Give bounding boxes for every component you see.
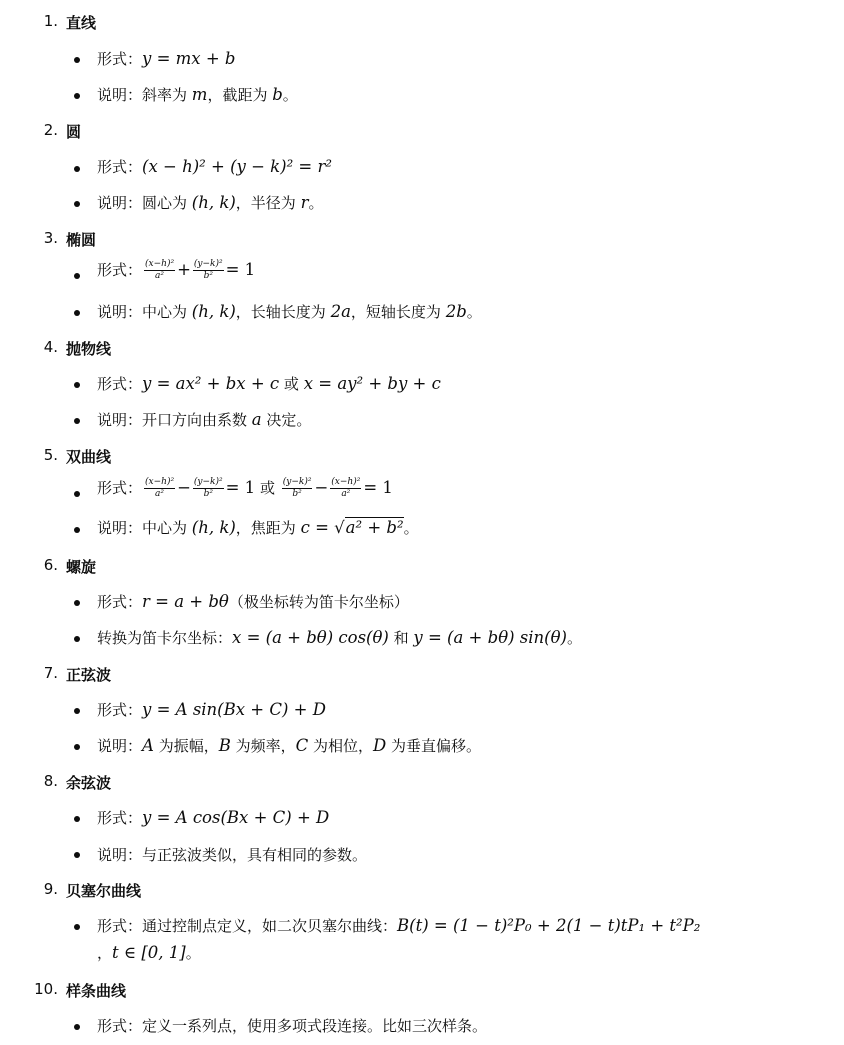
item-title: 双曲线 (66, 448, 112, 466)
bullet (74, 491, 80, 497)
item-title: 余弦波 (66, 774, 112, 792)
description-line: 说明：中心为 (h, k)，长轴长度为 2a，短轴长度为 2b。 (97, 302, 482, 321)
formula: y = mx + b (142, 49, 236, 68)
item-number: 2. (43, 121, 58, 139)
formula-line: 形式： $\frac{\text{(x−h)²}}{\text{a²}}$ − $\frac{\text{(y−k)²}}{\text{b²}}$ = 1 或 $\frac{\text{(y−k)²}}{\text{b²}}$ − $\frac{\text{(x−h)²}}{\text{a²}}$ = 1 (97, 477, 393, 499)
description-line: 说明：圆心为 (h, k)，半径为 r。 (97, 193, 324, 212)
description-line: 说明：与正弦波类似，具有相同的参数。 (97, 846, 368, 864)
formula-line: 形式：y = A cos(Bx + C) + D (97, 808, 330, 827)
sqrt-radicand: a² + b² (345, 518, 404, 537)
formula-line: 形式：通过控制点定义，如二次贝塞尔曲线：B(t) = (1 − t)²P₀ + 2(1 − t)tP₁ + t²P₂ (97, 916, 701, 935)
bullet (74, 1024, 80, 1030)
bullet (74, 166, 80, 172)
formula-line: 形式：y = A sin(Bx + C) + D (97, 700, 326, 719)
formula-line: 形式：(x − h)² + (y − k)² = r² (97, 157, 333, 176)
item-number: 3. (43, 229, 58, 247)
bullet (74, 852, 80, 858)
fraction: $\frac{\text{(x−h)²}}{\text{a²}}$ (331, 477, 361, 499)
bullet (74, 527, 80, 533)
item-number: 6. (43, 556, 58, 574)
formula-line: 形式：y = mx + b (97, 49, 236, 68)
fraction: $\frac{\text{(y−k)²}}{\text{b²}}$ (193, 477, 223, 499)
formula: (x − h)² + (y − k)² = r² (142, 157, 333, 176)
item-title: 贝塞尔曲线 (66, 882, 142, 900)
description-line: 说明：斜率为 m，截距为 b。 (97, 85, 298, 104)
description-line: 说明：A 为振幅，B 为频率，C 为相位，D 为垂直偏移。 (97, 736, 482, 755)
formula-line: 形式：y = ax² + bx + c 或 x = ay² + by + c (97, 374, 441, 393)
item-title: 螺旋 (66, 558, 97, 576)
description-line: 说明：中心为 (h, k)，焦距为 c = √a² + b²。 (97, 518, 419, 537)
item-title: 正弦波 (66, 666, 112, 684)
bullet (74, 273, 80, 279)
bullet (74, 744, 80, 750)
item-number: 1. (43, 12, 58, 30)
bullet (74, 310, 80, 316)
bullet (74, 418, 80, 424)
bullet (74, 201, 80, 207)
bullet (74, 816, 80, 822)
bullet (74, 708, 80, 714)
item-number: 5. (43, 446, 58, 464)
fraction: $\frac{\text{(x−h)²}}{\text{a²}}$ (145, 477, 175, 499)
bullet (74, 600, 80, 606)
formula-line: 形式： $\frac{\text{(x−h)²}}{\text{a²}}$ + $\frac{\text{(y−k)²}}{\text{b²}}$ = 1 (97, 259, 256, 281)
bullet (74, 382, 80, 388)
description-line: 说明：开口方向由系数 a 决定。 (97, 410, 312, 429)
bullet (74, 93, 80, 99)
item-title: 抛物线 (66, 340, 112, 358)
item-title: 直线 (66, 14, 97, 32)
formula-line-continued: ，t ∈ [0, 1]。 (97, 943, 201, 962)
item-number: 10. (34, 980, 58, 998)
item-title: 椭圆 (66, 231, 97, 249)
description-line: 转换为笛卡尔坐标：x = (a + bθ) cos(θ) 和 y = (a + bθ) sin(θ)。 (97, 628, 583, 647)
fraction: $\frac{\text{(y−k)²}}{\text{b²}}$ (282, 477, 312, 499)
item-number: 9. (43, 880, 58, 898)
item-title: 圆 (66, 123, 82, 141)
bullet (74, 636, 80, 642)
fraction: $\frac{\text{(y−k)²}}{\text{b²}}$ (193, 259, 223, 281)
item-number: 8. (43, 772, 58, 790)
bullet (74, 57, 80, 63)
description-line: 形式：定义一系列点，使用多项式段连接。比如三次样条。 (97, 1017, 488, 1035)
item-title: 样条曲线 (66, 982, 127, 1000)
formula-line: 形式：r = a + bθ（极坐标转为笛卡尔坐标） (97, 592, 409, 611)
item-number: 7. (43, 664, 58, 682)
bullet (74, 924, 80, 930)
item-number: 4. (43, 338, 58, 356)
fraction: $\frac{\text{(x−h)²}}{\text{a²}}$ (145, 259, 175, 281)
